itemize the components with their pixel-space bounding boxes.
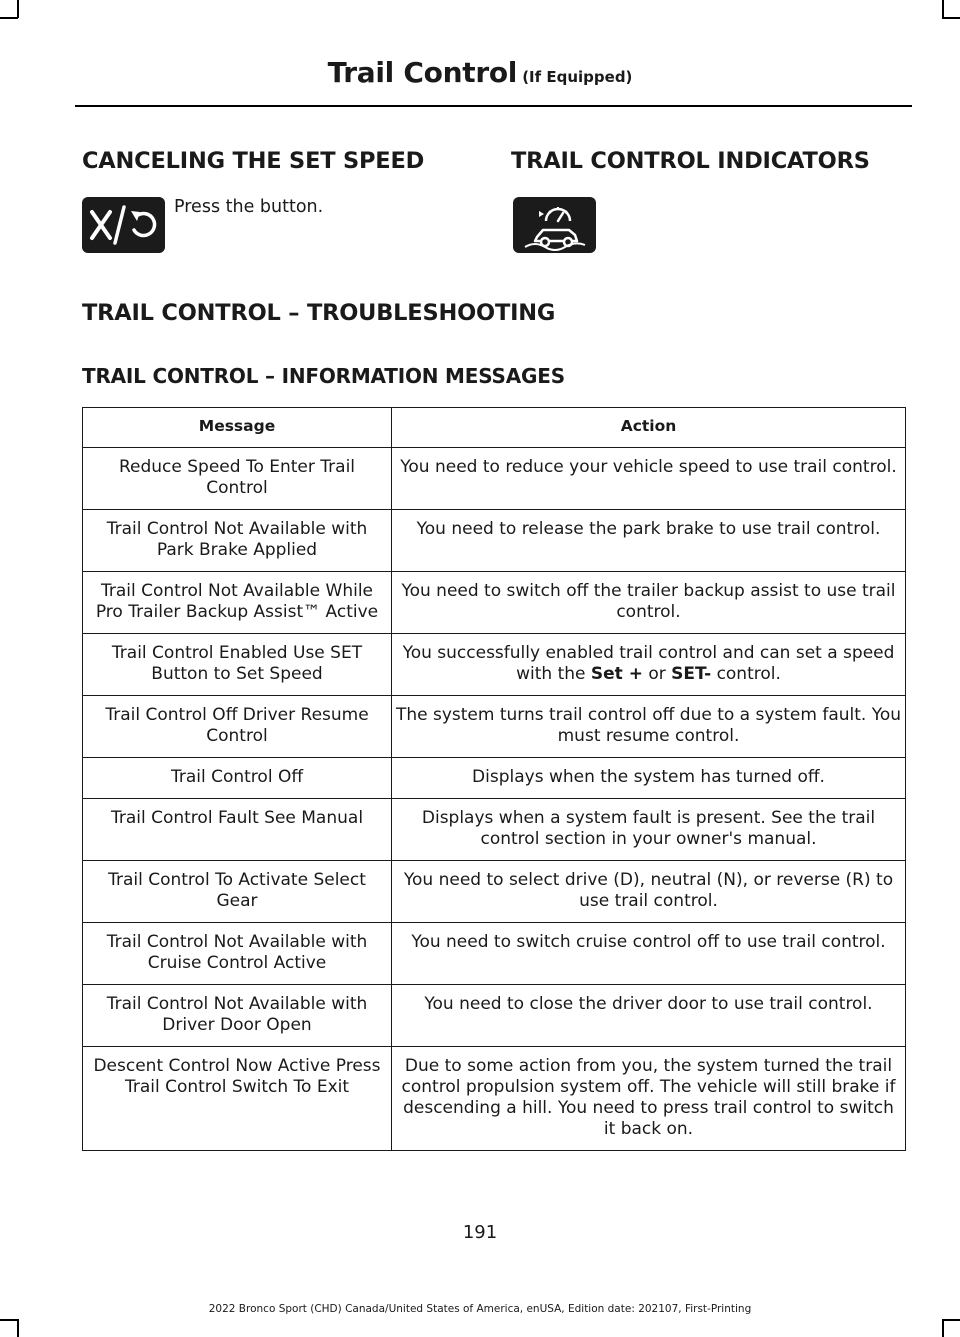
message-cell: Trail Control Off Driver Resume Control: [83, 696, 392, 758]
table-row: [83, 799, 906, 861]
page-number: 191: [462, 1222, 498, 1243]
table-row: [83, 634, 906, 696]
crop-mark-top-left-h: [0, 17, 18, 19]
message-cell: Trail Control Not Available with Driver Door Open: [83, 985, 392, 1047]
message-cell: Trail Control Not Available with Park Brake Applied: [83, 510, 392, 572]
action-cell: Due to some action from you, the system turned the trail control propulsion system off. The vehicle will still brake if descending a hill. You need to press trail control to switch it back on.: [392, 1047, 906, 1151]
message-cell: Trail Control Not Available with Cruise Control Active: [83, 923, 392, 985]
message-cell: Trail Control Off: [83, 758, 392, 799]
crop-mark-top-right-v: [942, 0, 944, 18]
message-cell: Trail Control To Activate Select Gear: [83, 861, 392, 923]
table-row: [83, 1047, 906, 1151]
action-cell: You need to switch off the trailer backup assist to use trail control.: [392, 572, 906, 634]
crop-mark-top-right-h: [942, 17, 960, 19]
table-header-row: [83, 408, 906, 448]
message-cell: Descent Control Now Active Press Trail Control Switch To Exit: [83, 1047, 392, 1151]
information-messages-heading: TRAIL CONTROL – INFORMATION MESSAGES: [82, 364, 565, 388]
crop-mark-bottom-right-h: [942, 1319, 960, 1321]
action-cell: You need to switch cruise control off to use trail control.: [392, 923, 906, 985]
column-header-message: Message: [83, 408, 392, 448]
indicators-heading: TRAIL CONTROL INDICATORS: [511, 148, 870, 174]
crop-mark-bottom-left-h: [0, 1319, 18, 1321]
table-row: [83, 758, 906, 799]
table-row: [83, 510, 906, 572]
action-cell: You need to close the driver door to use trail control.: [392, 985, 906, 1047]
action-cell: You need to reduce your vehicle speed to use trail control.: [392, 448, 906, 510]
action-cell: You need to select drive (D), neutral (N), or reverse (R) to use trail control.: [392, 861, 906, 923]
action-cell: Displays when a system fault is present. See the trail control section in your owner's manual.: [392, 799, 906, 861]
cancel-resume-icon: [82, 197, 165, 253]
action-cell: You need to release the park brake to use trail control.: [392, 510, 906, 572]
header-rule: [75, 105, 912, 107]
action-text: control.: [716, 664, 781, 684]
header-title: Trail Control: [327, 56, 518, 89]
crop-mark-bottom-left-v: [17, 1319, 19, 1337]
action-text: You successfully enabled trail control and can set a speed with the: [402, 643, 895, 684]
action-cell: The system turns trail control off due to a system fault. You must resume control.: [392, 696, 906, 758]
trail-control-indicator-icon: [513, 197, 596, 253]
information-messages-table: [82, 407, 906, 1151]
action-cell: [392, 634, 906, 696]
message-cell: Trail Control Not Available While Pro Trailer Backup Assist™ Active: [83, 572, 392, 634]
crop-mark-bottom-right-v: [942, 1319, 944, 1337]
message-cell: Trail Control Fault See Manual: [83, 799, 392, 861]
canceling-heading: CANCELING THE SET SPEED: [82, 148, 425, 174]
table-row: [83, 448, 906, 510]
header-subtitle: (If Equipped): [522, 68, 633, 86]
page-header: [0, 56, 960, 89]
table-row: [83, 572, 906, 634]
column-header-action: Action: [392, 408, 906, 448]
table-row: [83, 923, 906, 985]
set-plus-label: Set +: [590, 664, 643, 684]
table-row: [83, 696, 906, 758]
table-row: [83, 861, 906, 923]
troubleshooting-heading: TRAIL CONTROL – TROUBLESHOOTING: [82, 300, 556, 326]
set-minus-label: SET-: [671, 664, 712, 684]
footer-edition-text: 2022 Bronco Sport (CHD) Canada/United States of America, enUSA, Edition date: 202107, First-Printing: [208, 1303, 752, 1315]
action-text: or: [648, 664, 666, 684]
message-cell: Trail Control Enabled Use SET Button to Set Speed: [83, 634, 392, 696]
cancel-instruction: Press the button.: [174, 197, 324, 217]
message-cell: Reduce Speed To Enter Trail Control: [83, 448, 392, 510]
table-row: [83, 985, 906, 1047]
action-cell: Displays when the system has turned off.: [392, 758, 906, 799]
crop-mark-top-left-v: [17, 0, 19, 18]
